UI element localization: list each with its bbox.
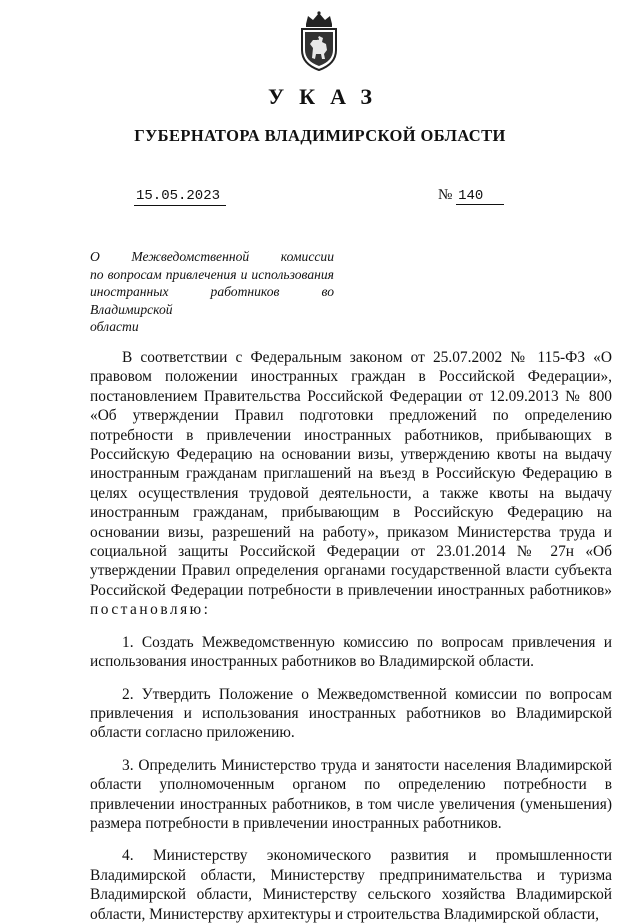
- preamble-text: В соответствии с Федеральным законом от 25.07.2002 № 115-ФЗ «О правовом положении иностранных граждан в Российской Федерации», постановлением Правительства Российской Федерации от 12.09.2013 № 800 «Об утверждении Правил подготовки предложений по определению потребности в привлечении иностранных работников, прибывающих в Российскую Федерацию на основании визы, утверждению квоты на выдачу иностранным гражданам приглашений на въезд в Российскую Федерацию в целях осуществления трудовой деятельности, а также квоты на выдачу иностранным гражданам, прибывающим в Российскую Федерацию на основании визы, разрешений на работу», приказом Министерства труда и социальной защиты Российской Федерации от 23.01.2014 № 27н «Об утверждении Правил определения органами государственной власти субъекта Российской Федерации потребности в привлечении иностранных работников»: [90, 349, 612, 599]
- decree-item-4: 4. Министерству экономического развития и промышленности Владимирской области, Министерству предпринимательства и туризма Владимирской области, Министерству сельского хозяйства Владимирской области, Министерству архитектуры и строительства Владимирской области,: [90, 847, 612, 923]
- number-label: №: [438, 187, 453, 203]
- document-type-title: УКАЗ: [267, 84, 388, 109]
- preamble-paragraph: [90, 348, 612, 620]
- document-issuer-title: ГУБЕРНАТОРА ВЛАДИМИРСКОЙ ОБЛАСТИ: [134, 126, 506, 145]
- decree-word: постановляю:: [90, 601, 211, 619]
- decree-item-1: 1. Создать Межведомственную комиссию по вопросам привлечения и использования иностранных работников во Владимирской области.: [90, 633, 612, 671]
- subject-line: О Межведомственной комиссии: [90, 249, 334, 264]
- number-value: 140: [456, 188, 504, 205]
- subject-line: по вопросам привлечения и использования: [90, 266, 334, 282]
- decree-item-3: 3. Определить Министерство труда и занятости населения Владимирской области уполномоченным органом по определению потребности в привлечении иностранных работников, в том числе увеличения (уменьшения) размера потребности в привлечении иностранных работников.: [90, 756, 612, 832]
- document-date: 15.05.2023: [134, 188, 226, 206]
- document-number: [438, 187, 504, 205]
- subject-line: иностранных работников во Владимирской: [90, 284, 334, 317]
- decree-item-2: 2. Утвердить Положение о Межведомственной комиссии по вопросам привлечения и использования иностранных работников во Владимирской области согласно приложению.: [90, 685, 612, 742]
- coat-of-arms-emblem: [296, 10, 342, 72]
- document-subject: [90, 248, 334, 336]
- subject-line: области: [90, 319, 139, 334]
- document-body: [90, 348, 612, 924]
